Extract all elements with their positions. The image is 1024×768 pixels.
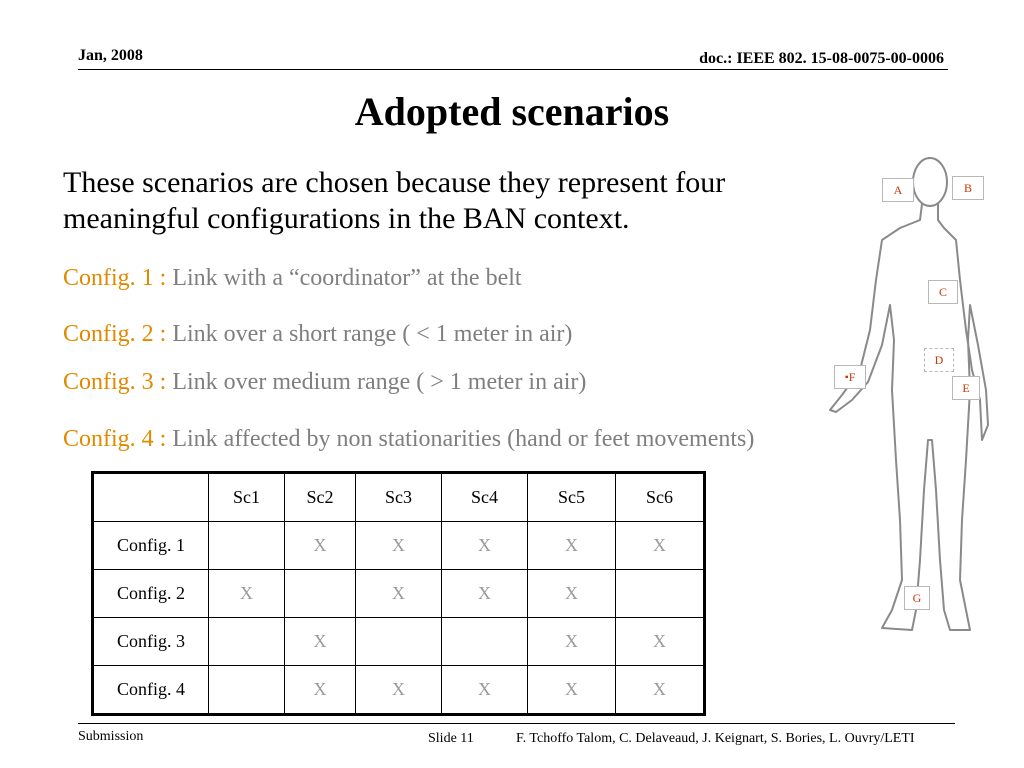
- table-row: [93, 570, 705, 618]
- column-header-sc3: Sc3: [356, 473, 442, 522]
- table-cell: X: [442, 570, 528, 618]
- node-d: D: [924, 348, 954, 372]
- config-3-line: [63, 369, 586, 396]
- table-cell: X: [528, 522, 616, 570]
- table-cell: X: [356, 570, 442, 618]
- config-4-text: Link affected by non stationarities (hand or feet movements): [166, 426, 755, 452]
- config-2-line: [63, 321, 572, 348]
- header-doc-id: doc.: IEEE 802. 15-08-0075-00-0006: [699, 50, 944, 67]
- table-cell: [209, 618, 285, 666]
- slide-title: Adopted scenarios: [354, 89, 670, 134]
- config-1-label: Config. 1 :: [63, 265, 167, 291]
- column-header-sc2: Sc2: [285, 473, 356, 522]
- footer-authors: F. Tchoffo Talom, C. Delaveaud, J. Keignart, S. Bories, L. Ouvry/LETI: [516, 731, 915, 746]
- table-cell: X: [285, 522, 356, 570]
- table-cell: X: [285, 666, 356, 715]
- table-cell: X: [616, 618, 705, 666]
- header-date: Jan, 2008: [78, 47, 143, 64]
- table-cell: X: [616, 666, 705, 715]
- config-4-line: [63, 426, 754, 453]
- column-header-sc6: Sc6: [616, 473, 705, 522]
- table-cell: [442, 618, 528, 666]
- node-e: E: [952, 376, 980, 400]
- table-corner-cell: [93, 473, 209, 522]
- column-header-sc4: Sc4: [442, 473, 528, 522]
- config-3-text: Link over medium range ( > 1 meter in air): [166, 369, 587, 395]
- node-f: •F: [834, 365, 866, 389]
- scenario-config-table: [91, 471, 706, 716]
- footer-divider: [78, 723, 955, 724]
- node-a: A: [882, 178, 914, 202]
- table-row: [93, 618, 705, 666]
- footer-slide-number: Slide 11: [428, 731, 474, 746]
- table-cell: [209, 666, 285, 715]
- config-3-label: Config. 3 :: [63, 369, 167, 395]
- config-1-line: [63, 265, 522, 292]
- config-4-label: Config. 4 :: [63, 426, 167, 452]
- human-body-figure: [820, 140, 990, 640]
- config-2-text: Link over a short range ( < 1 meter in air): [166, 321, 573, 347]
- table-cell: X: [209, 570, 285, 618]
- table-cell: X: [442, 666, 528, 715]
- header-divider: [78, 69, 948, 70]
- row-header-config-3: Config. 3: [93, 618, 209, 666]
- table-cell: X: [442, 522, 528, 570]
- row-header-config-4: Config. 4: [93, 666, 209, 715]
- table-cell: X: [528, 666, 616, 715]
- table-cell: [285, 570, 356, 618]
- row-header-config-1: Config. 1: [93, 522, 209, 570]
- table-cell: X: [356, 666, 442, 715]
- table-cell: [616, 570, 705, 618]
- node-g: G: [904, 586, 930, 610]
- table-cell: X: [616, 522, 705, 570]
- intro-paragraph: These scenarios are chosen because they represent four meaningful configurations in the BAN context.: [63, 166, 726, 235]
- config-1-text: Link with a “coordinator” at the belt: [166, 265, 522, 291]
- table-cell: X: [528, 570, 616, 618]
- table-cell: X: [356, 522, 442, 570]
- table-row: [93, 522, 705, 570]
- table-cell: X: [285, 618, 356, 666]
- table-cell: X: [528, 618, 616, 666]
- node-b: B: [952, 176, 984, 200]
- table-cell: [209, 522, 285, 570]
- column-header-sc5: Sc5: [528, 473, 616, 522]
- table-row: [93, 666, 705, 715]
- table-header-row: [93, 473, 705, 522]
- row-header-config-2: Config. 2: [93, 570, 209, 618]
- table-cell: [356, 618, 442, 666]
- config-2-label: Config. 2 :: [63, 321, 167, 347]
- column-header-sc1: Sc1: [209, 473, 285, 522]
- footer-submission: Submission: [78, 729, 144, 744]
- node-c: C: [928, 280, 958, 304]
